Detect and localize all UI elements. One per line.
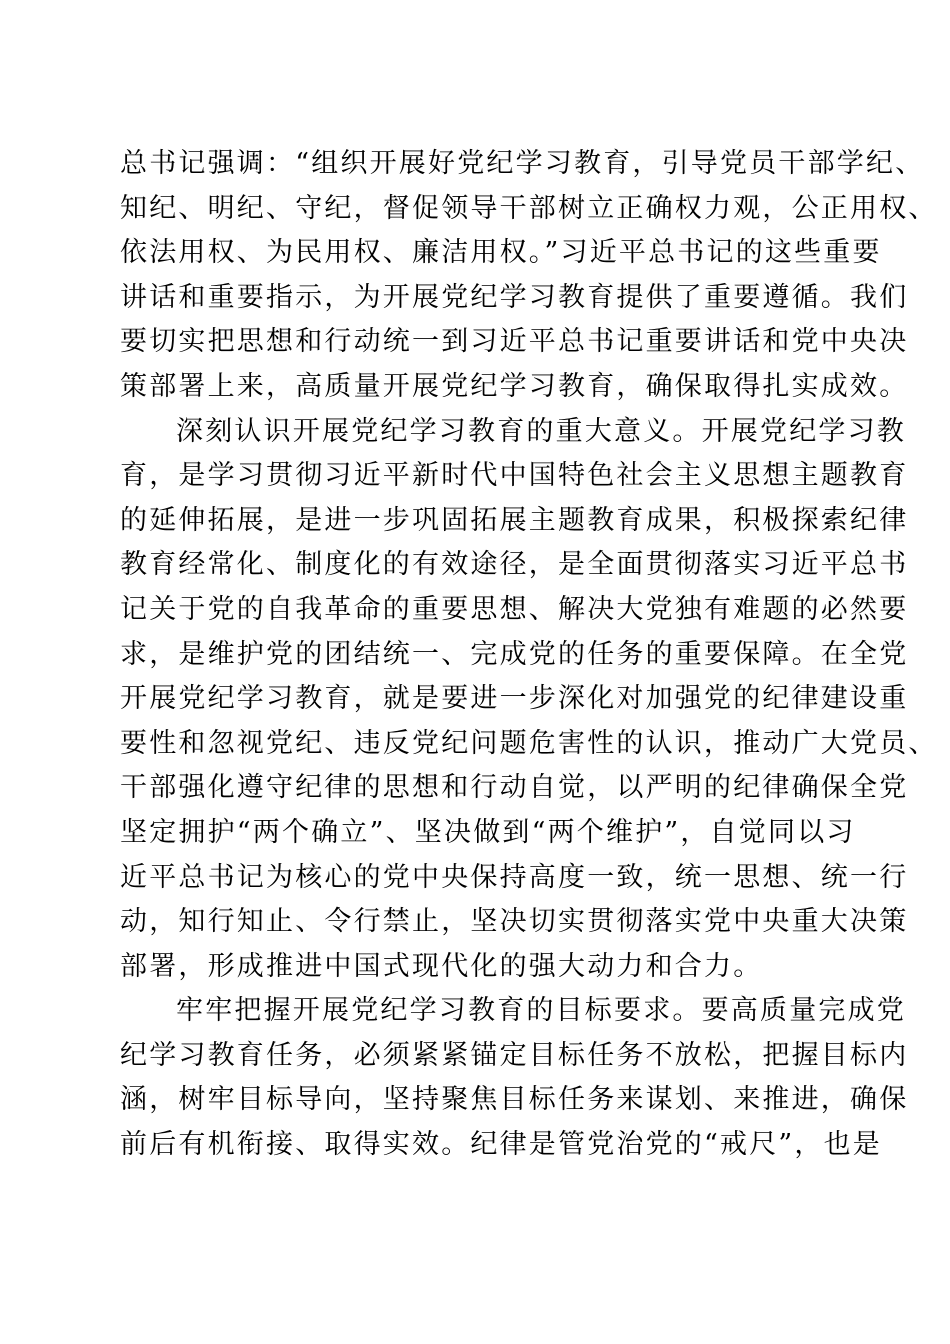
- text-line: 知纪、明纪、守纪，督促领导干部树立正确权力观，公正用权、: [120, 192, 938, 224]
- text-line: 干部强化遵守纪律的思想和行动自觉，以严明的纪律确保全党: [120, 772, 909, 804]
- text-line: 前后有机衔接、取得实效。纪律是管党治党的“戒尺”，也是: [120, 1129, 883, 1161]
- text-line: 求，是维护党的团结统一、完成党的任务的重要保障。在全党: [120, 638, 909, 670]
- text-line: 纪学习教育任务，必须紧紧锚定目标任务不放松，把握目标内: [120, 1039, 909, 1071]
- paragraph-1: [120, 142, 938, 410]
- text-line: 的延伸拓展，是进一步巩固拓展主题教育成果，积极探索纪律: [120, 504, 909, 536]
- text-line: 教育经常化、制度化的有效途径，是全面贯彻落实习近平总书: [120, 549, 909, 581]
- body-text: [120, 142, 938, 1168]
- text-line: 涵，树牢目标导向，坚持聚焦目标任务来谋划、来推进，确保: [120, 1084, 909, 1116]
- paragraph-2: [120, 410, 938, 990]
- paragraph-3: [120, 989, 909, 1167]
- text-line: 动，知行知止、令行禁止，坚决切实贯彻落实党中央重大决策: [120, 906, 909, 938]
- text-line: 依法用权、为民用权、廉洁用权。”习近平总书记的这些重要: [120, 237, 882, 269]
- text-line: 深刻认识开展党纪学习教育的重大意义。开展党纪学习教: [176, 415, 906, 447]
- text-line: 部署，形成推进中国式现代化的强大动力和合力。: [120, 950, 763, 982]
- text-line: 记关于党的自我革命的重要思想、解决大党独有难题的必然要: [120, 593, 909, 625]
- text-line: 讲话和重要指示，为开展党纪学习教育提供了重要遵循。我们: [120, 281, 909, 313]
- text-line: 要性和忽视党纪、违反党纪问题危害性的认识，推动广大党员、: [120, 727, 938, 759]
- text-line: 要切实把思想和行动统一到习近平总书记重要讲话和党中央决: [120, 326, 909, 358]
- text-line: 牢牢把握开展党纪学习教育的目标要求。要高质量完成党: [176, 995, 906, 1027]
- text-line: 策部署上来，高质量开展党纪学习教育，确保取得扎实成效。: [120, 370, 909, 402]
- text-line: 坚定拥护“两个确立”、坚决做到“两个维护”，自觉同以习: [120, 816, 856, 848]
- text-line: 近平总书记为核心的党中央保持高度一致，统一思想、统一行: [120, 861, 909, 893]
- text-line: 开展党纪学习教育，就是要进一步深化对加强党的纪律建设重: [120, 683, 909, 715]
- text-line: 总书记强调：“组织开展好党纪学习教育，引导党员干部学纪、: [120, 148, 925, 179]
- text-line: 育，是学习贯彻习近平新时代中国特色社会主义思想主题教育: [120, 460, 909, 492]
